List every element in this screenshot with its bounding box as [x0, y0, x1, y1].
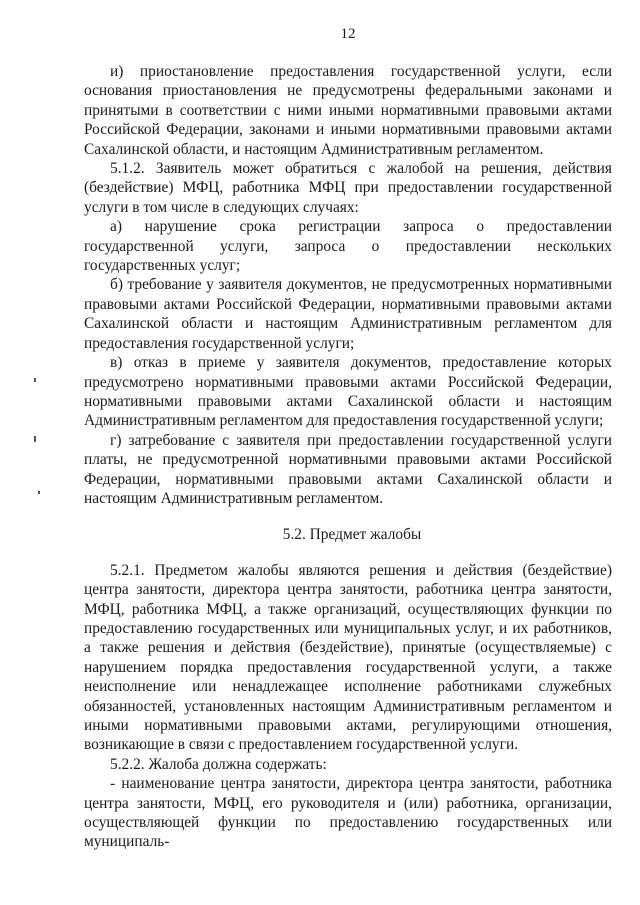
paragraph-5-2-1: 5.2.1. Предметом жалобы являются решения и действия (бездействие) центра занятости, директора центра занятости, работника центра занятости, МФЦ, работника МФЦ, а также организаций, осуществляющих функции по предоставлению государственных или муниципальных услуг, и их работников, а также решения и действия (бездействие), принятые (осуществляемые) с нарушением порядка предоставления государственной услуги, а также неисполнение или ненадлежащее исполнение работниками служебных обязанностей, установленных настоящим Административным регламентом и иными нормативными правовыми актами, регулирующими отношения, возникающие в связи с предоставлением государственной услуги. — [84, 561, 612, 754]
section-heading: 5.2. Предмет жалобы — [282, 526, 422, 544]
paragraph-item-g: г) затребование с заявителя при предоставлении государственной услуги платы, не предусмотренной нормативными правовыми актами Российской Федерации, нормативными правовыми актами Сахалинской области и настоящим Административным регламентом. — [84, 431, 612, 507]
page-number: 12 — [340, 26, 356, 42]
scan-mark — [38, 491, 40, 494]
scan-mark — [34, 378, 36, 382]
paragraph-item-b: б) требование у заявителя документов, не предусмотренных нормативными правовыми актами Российской Федерации, нормативными правовыми актами Сахалинской области и настоящим Административным регламентом для предоставления государственной услуги; — [84, 276, 612, 352]
paragraph-item-a: а) нарушение срока регистрации запроса о предоставлении государственной услуги, запроса о предоставлении нескольких государственных услуг; — [84, 218, 612, 275]
paragraph-5-1-2: 5.1.2. Заявитель может обратиться с жалобой на решения, действия (бездействие) МФЦ, работника МФЦ при предоставлении государственной услуги в том числе в следующих случаях: — [84, 160, 612, 216]
paragraph-item-v: в) отказ в приеме у заявителя документов, предоставление которых предусмотрено нормативными правовыми актами Российской Федерации, нормативными правовыми актами Сахалинской области и настоящим Административным регламентом для предоставления государственной услуги; — [84, 354, 612, 430]
paragraph-5-2-2: 5.2.2. Жалоба должна содержать: — [110, 755, 327, 773]
scan-mark — [34, 436, 36, 442]
paragraph-list-item: - наименование центра занятости, директора центра занятости, работника центра занятости, МФЦ, его руководителя и (или) работника, организации, осуществляющей функции по предоставлению государственных или муниципаль- — [84, 775, 612, 851]
paragraph-item-i: и) приостановление предоставления государственной услуги, если основания приостановления не предусмотрены федеральными законами и принятыми в соответствии с ними иными нормативными правовыми актами Российской Федерации, законами и иными нормативными правовыми актами Сахалинской области, и настоящим Административным регламентом. — [84, 63, 612, 158]
